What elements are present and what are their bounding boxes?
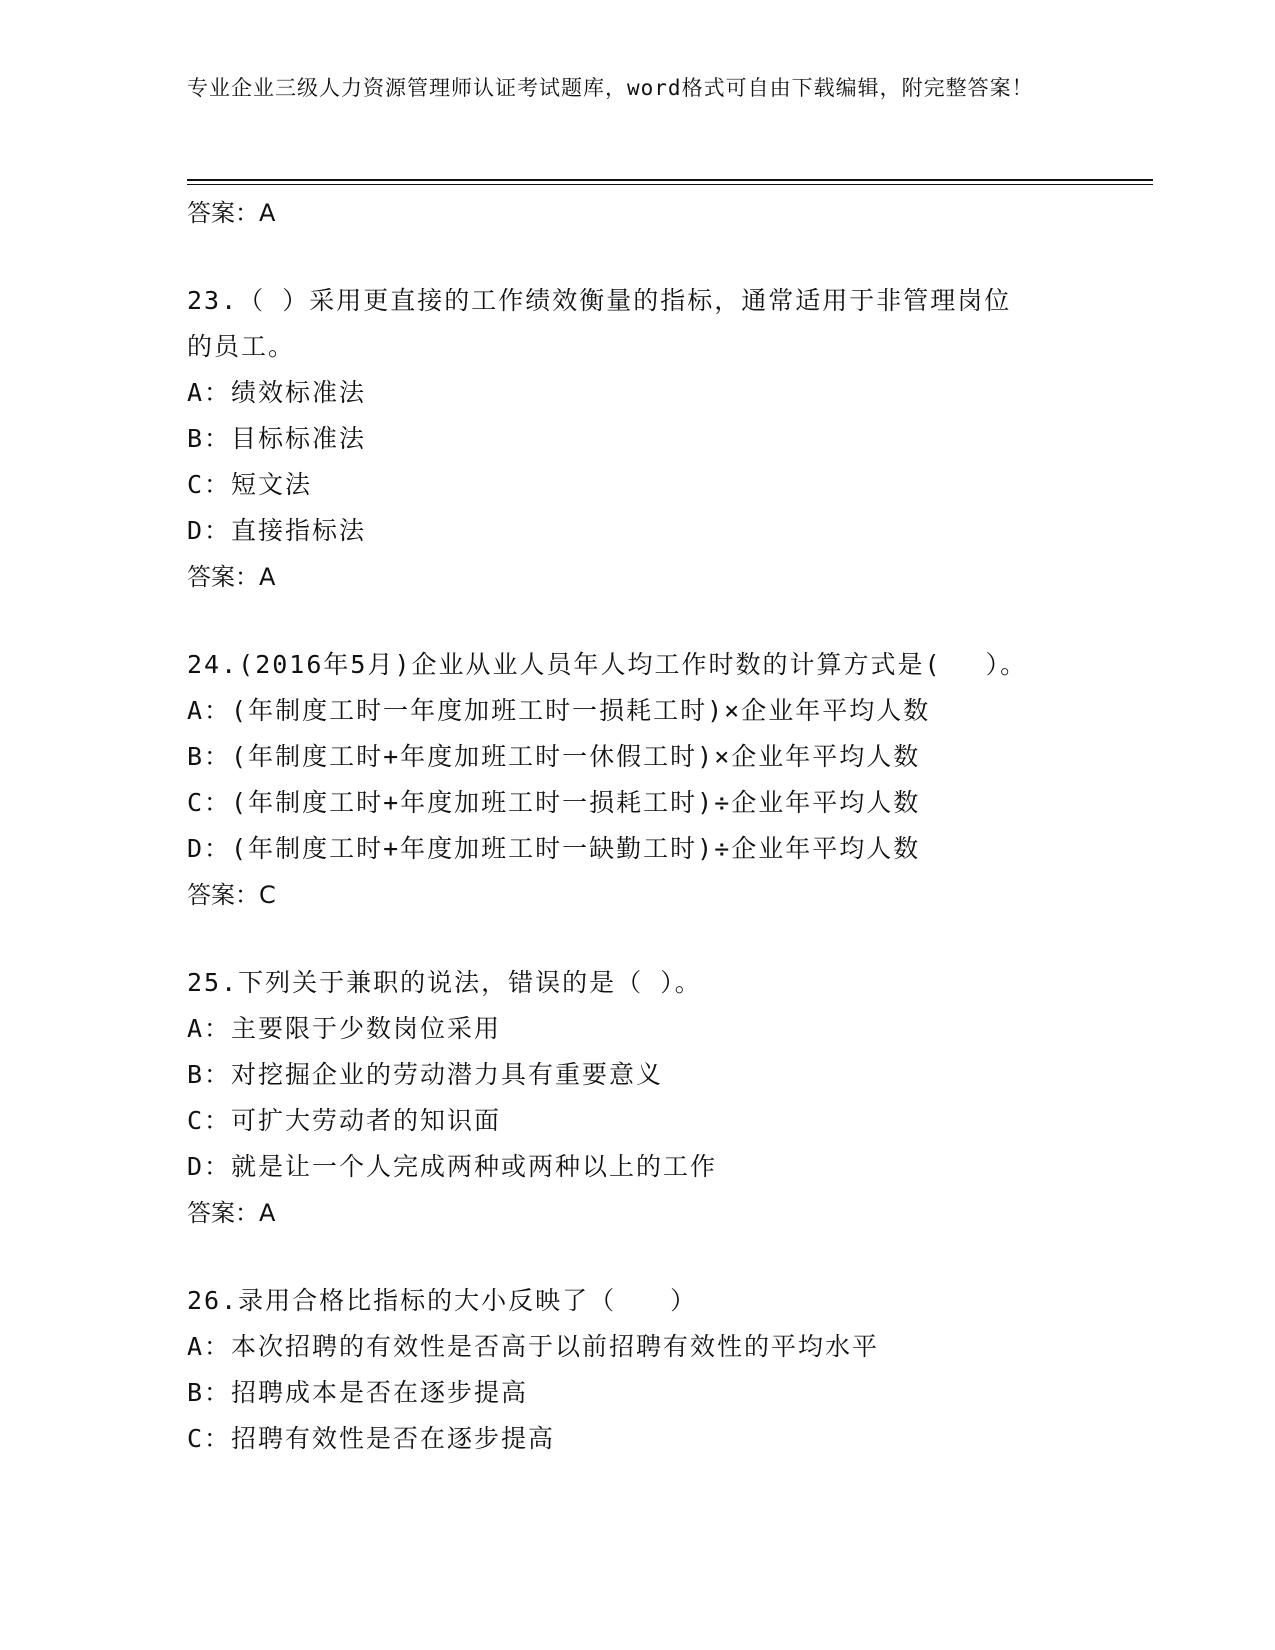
option-a: A：本次招聘的有效性是否高于以前招聘有效性的平均水平	[187, 1332, 880, 1361]
header-rule-thin	[187, 184, 1153, 185]
option-b: B：(年制度工时+年度加班工时一休假工时)×企业年平均人数	[187, 742, 921, 771]
option-a: A：绩效标准法	[187, 378, 367, 407]
option-c: C：招聘有效性是否在逐步提高	[187, 1424, 556, 1453]
option-b: B：对挖掘企业的劳动潜力具有重要意义	[187, 1060, 664, 1089]
option-d: D：就是让一个人完成两种或两种以上的工作	[187, 1152, 718, 1181]
question-stem: 25.下列关于兼职的说法，错误的是（ ）。	[187, 968, 702, 997]
question-stem: 24.(2016年5月)企业从业人员年人均工作时数的计算方式是( ）。	[187, 650, 1028, 679]
option-b: B：招聘成本是否在逐步提高	[187, 1378, 529, 1407]
question-stem: 的员工。	[187, 332, 296, 361]
question-stem: 26.录用合格比指标的大小反映了（ ）	[187, 1286, 698, 1315]
option-c: C：可扩大劳动者的知识面	[187, 1106, 502, 1135]
question-list	[187, 190, 1087, 1462]
question-23	[187, 278, 1087, 600]
answer: 答案：C	[187, 881, 276, 909]
answer: 答案：A	[187, 1199, 276, 1227]
question-25	[187, 960, 1087, 1236]
option-d: D：(年制度工时+年度加班工时一缺勤工时)÷企业年平均人数	[187, 834, 921, 863]
option-c: C：短文法	[187, 470, 313, 499]
option-c: C：(年制度工时+年度加班工时一损耗工时)÷企业年平均人数	[187, 788, 921, 817]
option-a: A：主要限于少数岗位采用	[187, 1014, 502, 1043]
header-rule-thick	[187, 179, 1153, 181]
option-a: A：(年制度工时一年度加班工时一损耗工时)×企业年平均人数	[187, 696, 931, 725]
question-26	[187, 1278, 1087, 1462]
question-stem: 23.（ ）采用更直接的工作绩效衡量的指标，通常适用于非管理岗位	[187, 286, 1012, 315]
document-header: 专业企业三级人力资源管理师认证考试题库，word格式可自由下载编辑，附完整答案！	[187, 76, 1034, 100]
option-d: D：直接指标法	[187, 516, 367, 545]
question-24	[187, 642, 1087, 918]
previous-answer: 答案：A	[187, 199, 276, 227]
answer: 答案：A	[187, 563, 276, 591]
option-b: B：目标标准法	[187, 424, 367, 453]
